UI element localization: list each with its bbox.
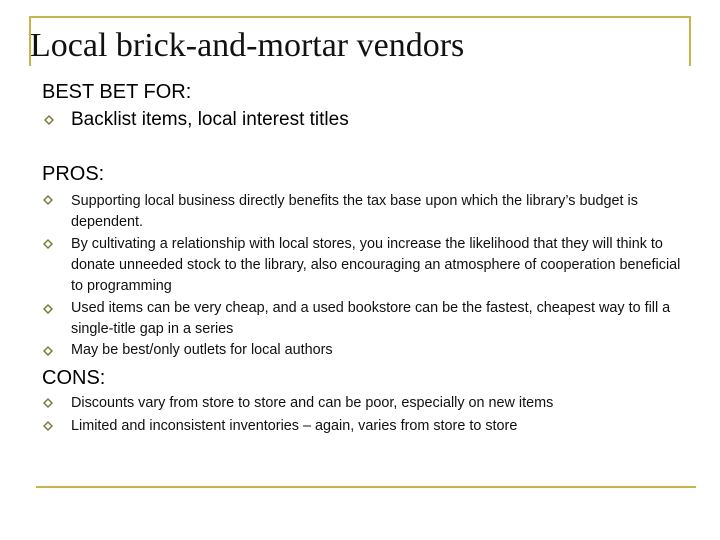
diamond-bullet-icon xyxy=(43,195,53,205)
diamond-bullet-icon xyxy=(44,115,54,125)
bottom-rule xyxy=(36,486,696,488)
pros-item: By cultivating a relationship with local stores, you increase the likelihood that they will think to donate unneeded stock to the library, also encouraging an atmosphere of cooperation beneficial to programming xyxy=(71,236,681,294)
slide-title: Local brick-and-mortar vendors xyxy=(30,27,465,64)
cons-item: Discounts vary from store to store and can be poor, especially on new items xyxy=(71,395,554,411)
pros-item: Supporting local business directly benefits the tax base upon which the library’s budget is dependent. xyxy=(71,193,638,230)
diamond-bullet-icon xyxy=(43,239,53,249)
diamond-bullet-icon xyxy=(43,421,53,431)
pros-item: Used items can be very cheap, and a used bookstore can be the fastest, cheapest way to fill a single-title gap in a series xyxy=(71,300,671,337)
best-bet-heading: BEST BET FOR: xyxy=(42,81,192,103)
pros-item: May be best/only outlets for local authors xyxy=(71,342,333,358)
top-rule xyxy=(30,16,690,18)
diamond-bullet-icon xyxy=(43,346,53,356)
best-bet-item: Backlist items, local interest titles xyxy=(71,109,349,130)
diamond-bullet-icon xyxy=(43,304,53,314)
diamond-bullet-icon xyxy=(43,398,53,408)
right-rule xyxy=(689,16,691,66)
cons-item: Limited and inconsistent inventories – again, varies from store to store xyxy=(71,418,518,434)
pros-heading: PROS: xyxy=(42,163,105,185)
cons-heading: CONS: xyxy=(42,367,106,389)
